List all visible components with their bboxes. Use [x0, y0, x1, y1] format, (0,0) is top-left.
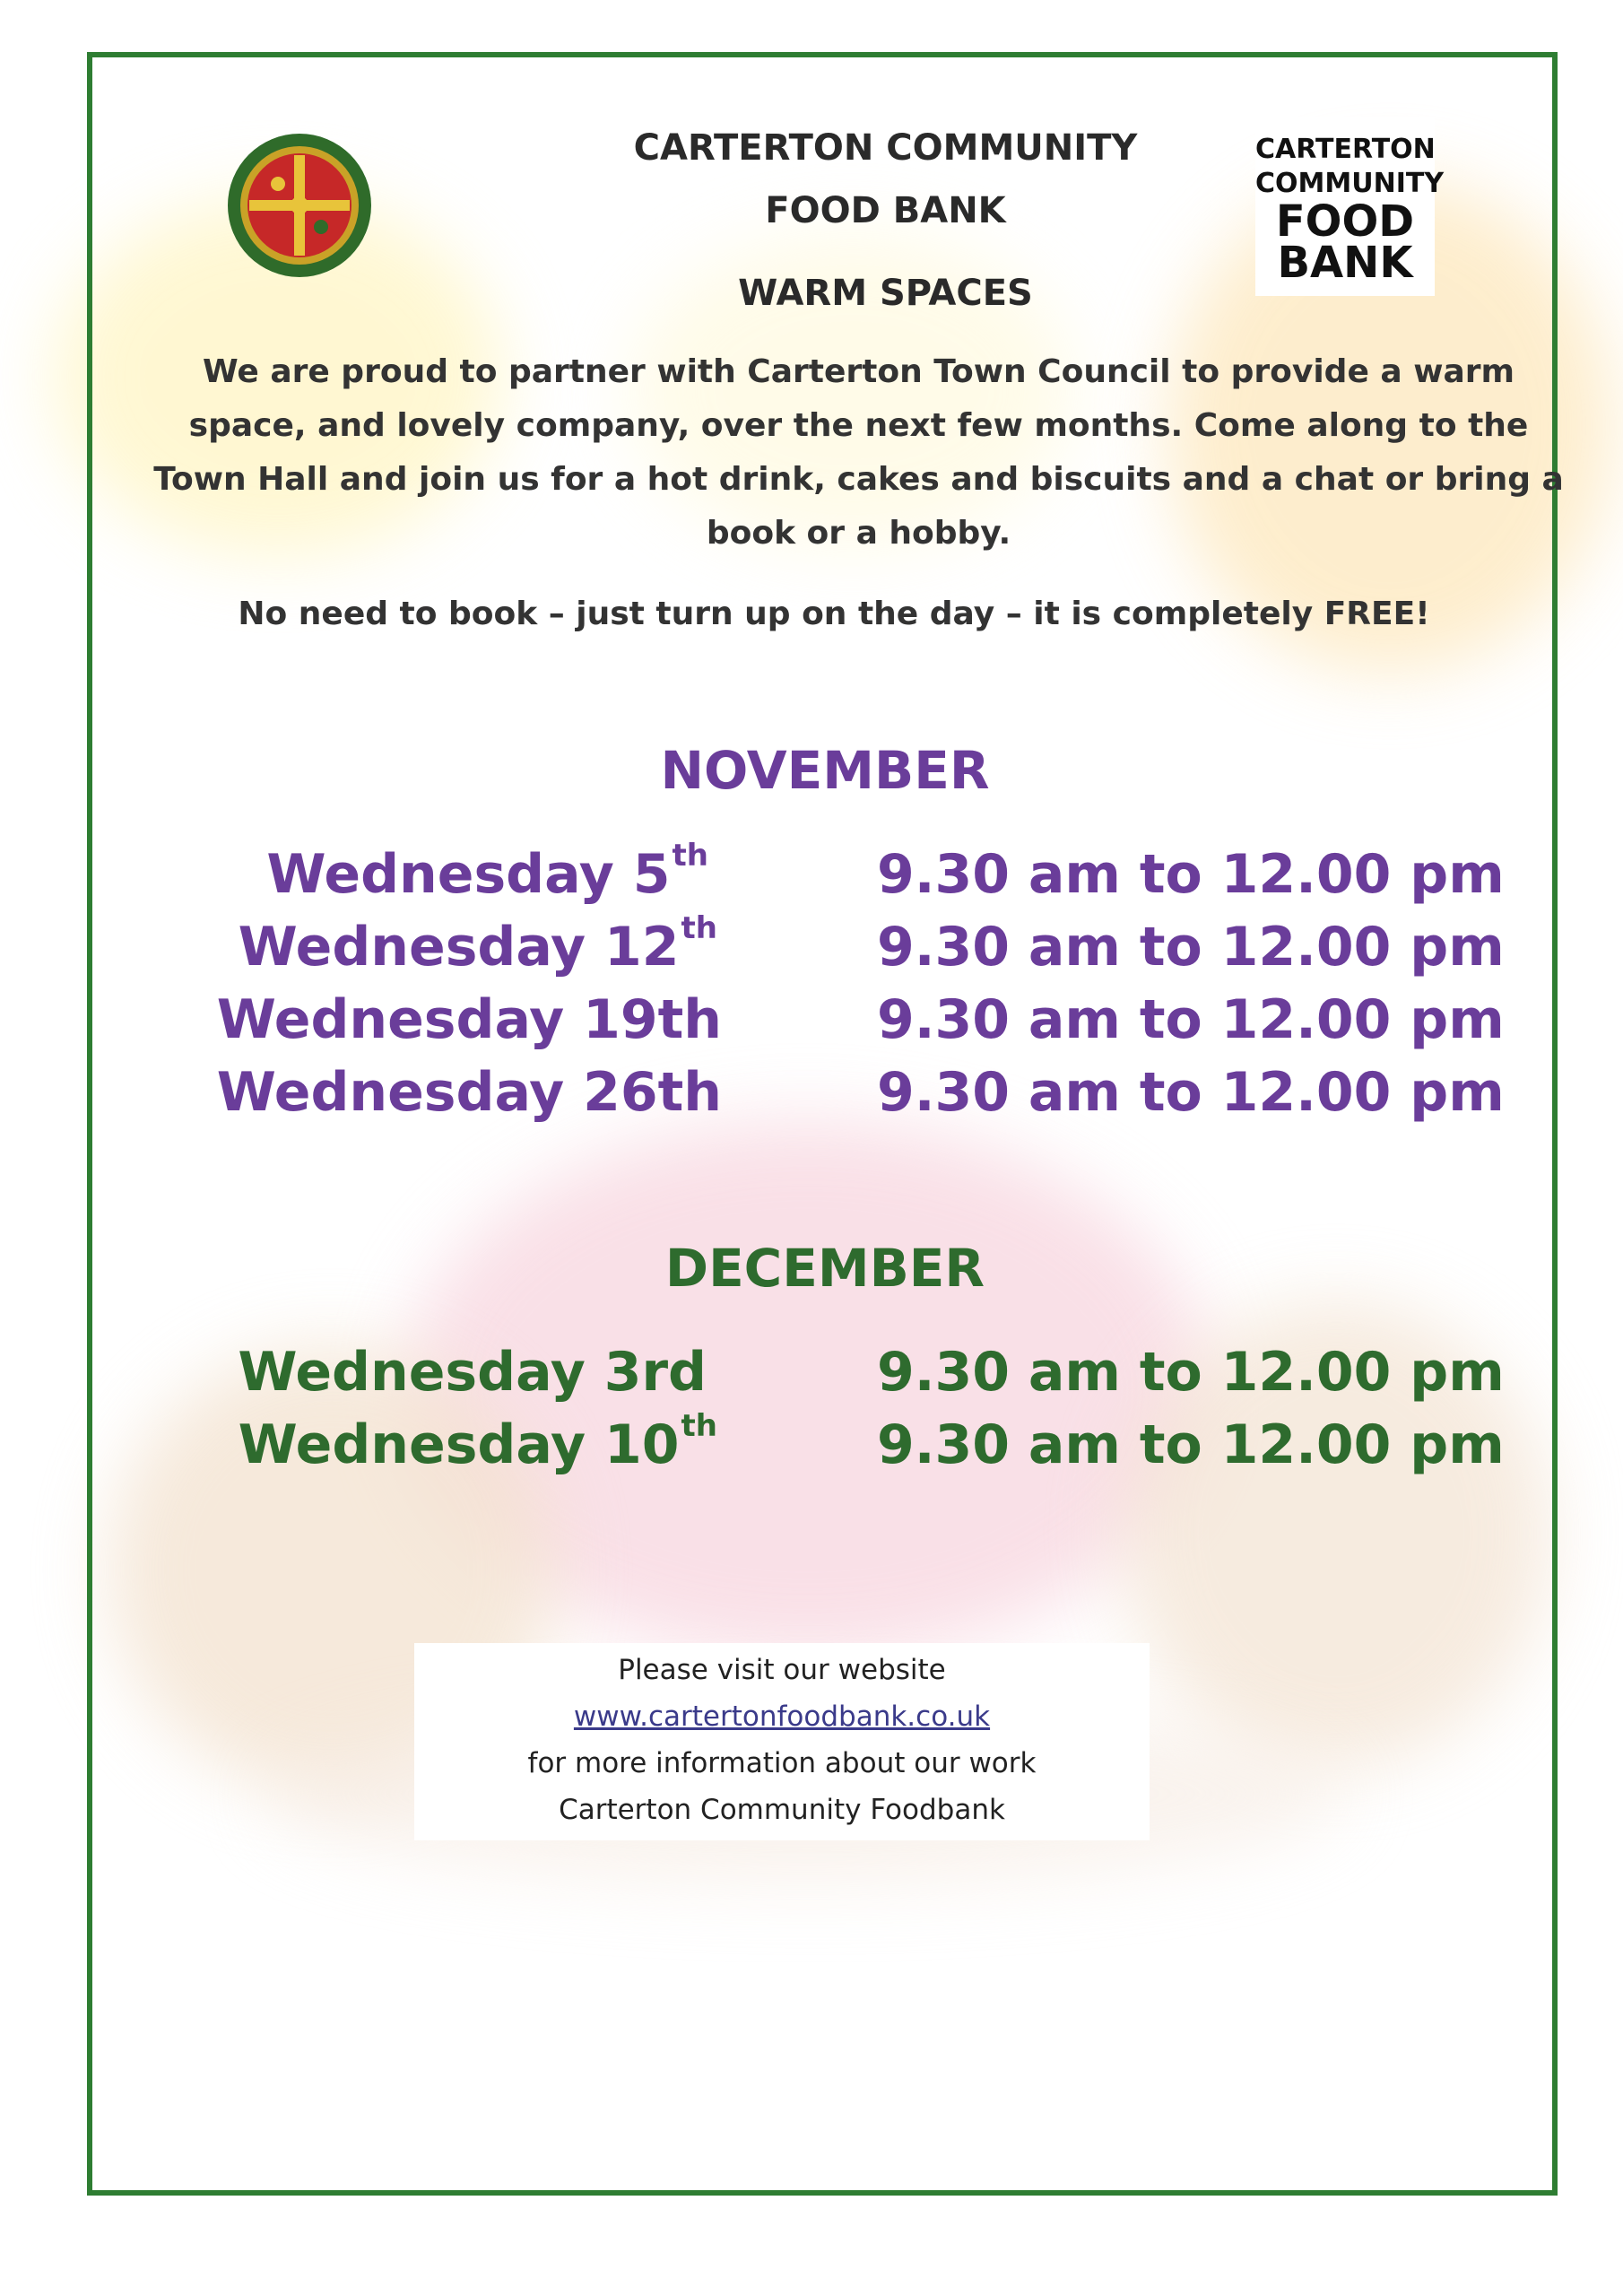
intro-line2: space, and lovely company, over the next few months. Come along to the: [188, 407, 1529, 444]
logo-line1: CARTERTON: [1255, 134, 1436, 165]
session-day: Wednesday 3rd: [238, 1341, 707, 1404]
schedule-row: [0, 838, 1623, 915]
schedule-row: [0, 1408, 1623, 1485]
session-time: 9.30 am to 12.00 pm: [877, 916, 1505, 978]
footer-info: [414, 1643, 1150, 1840]
title-line2: FOOD BANK: [765, 190, 1006, 231]
website-link[interactable]: www.cartertonfoodbank.co.uk: [573, 1700, 991, 1733]
session-time: 9.30 am to 12.00 pm: [877, 1061, 1505, 1124]
session-time: 9.30 am to 12.00 pm: [877, 1341, 1505, 1404]
title-line1: CARTERTON COMMUNITY: [633, 127, 1138, 169]
footer-visit-line: [414, 1647, 1150, 1740]
schedule-row: [0, 988, 1623, 1060]
schedule-row: [0, 1341, 1623, 1413]
free-notice: No need to book – just turn up on the day – it is completely FREE!: [238, 596, 1430, 632]
logo-line4: BANK: [1277, 238, 1413, 288]
intro-line3: Town Hall and join us for a hot drink, cakes and biscuits and a chat or bring a: [153, 461, 1564, 498]
session-time: 9.30 am to 12.00 pm: [877, 988, 1505, 1051]
session-time: 9.30 am to 12.00 pm: [877, 1413, 1505, 1476]
subtitle: WARM SPACES: [738, 273, 1033, 314]
footer-line2: for more information about our work: [527, 1747, 1037, 1779]
logo-food-text: FOOD: [1275, 196, 1415, 247]
session-day: Wednesday 12th: [238, 910, 717, 978]
session-day: Wednesday 26th: [216, 1061, 722, 1124]
december-heading: DECEMBER: [664, 1238, 985, 1299]
logo-line2: COMMUNITY: [1255, 168, 1445, 199]
november-heading: NOVEMBER: [660, 740, 990, 801]
session-time: 9.30 am to 12.00 pm: [877, 843, 1505, 906]
intro-line4: book or a hobby.: [706, 515, 1011, 552]
footer-visit-prefix: Please visit our website: [618, 1654, 946, 1686]
session-day: Wednesday 19th: [216, 988, 722, 1051]
schedule-row: [0, 910, 1623, 987]
intro-line1: We are proud to partner with Carterton Town Council to provide a warm: [202, 353, 1515, 390]
schedule-row: [0, 1061, 1623, 1133]
intro-paragraph: [0, 345, 1623, 561]
session-day: Wednesday 5th: [266, 838, 708, 906]
footer-line3: Carterton Community Foodbank: [559, 1794, 1005, 1826]
session-day: Wednesday 10th: [238, 1408, 717, 1476]
